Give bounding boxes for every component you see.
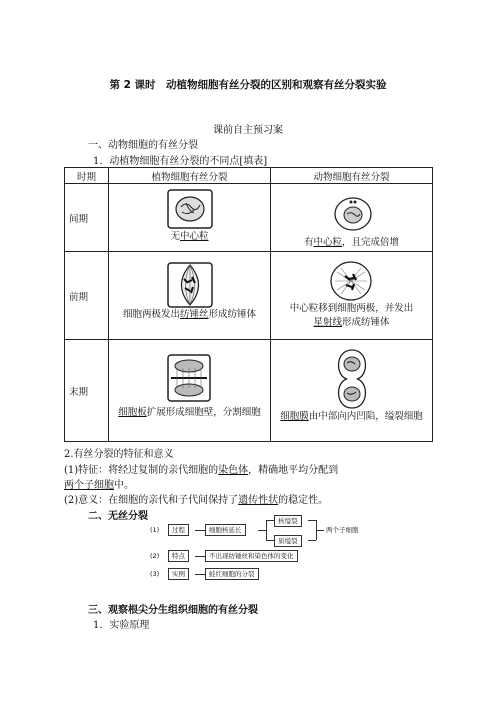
feature-text-c: 中。 <box>114 480 134 491</box>
plant-interphase-answer: 中心粒 <box>180 231 209 242</box>
animal-prophase-answer: 星射线 <box>313 317 342 328</box>
diagram-result: 两个子细胞 <box>326 526 359 534</box>
header-period: 时期 <box>65 168 109 184</box>
plant-prophase-text-a: 细胞两极发出 <box>122 309 180 320</box>
animal-interphase-answer: 中心粒 <box>313 237 342 248</box>
diagram-box-feature-text: 不出现纺锤丝和染色体的变化 <box>205 550 298 562</box>
page-title: 第 2 课时 动植物细胞有丝分裂的区别和观察有丝分裂实验 <box>109 79 387 91</box>
diagram-connector <box>266 520 267 540</box>
diagram-box-cytoplasm-division: 质缢裂 <box>274 535 302 547</box>
animal-interphase-cell-illustration <box>333 196 373 232</box>
feature-text-b: ，精确地平均分配到 <box>248 465 339 476</box>
diagram-num-3: (3) <box>150 570 160 578</box>
page-subtitle: 课前自主预习案 <box>213 125 283 136</box>
diagram-box-feature: 特点 <box>168 550 189 562</box>
plant-telophase-answer: 细胞板 <box>118 407 147 418</box>
amitosis-diagram <box>150 515 440 585</box>
header-plant: 植物细胞有丝分裂 <box>109 168 271 184</box>
cell-animal-prophase <box>271 252 433 340</box>
feature-text-a: (1)特征：将经过复制的亲代细胞的 <box>64 465 219 476</box>
diagram-connector <box>266 540 274 541</box>
animal-prophase-text-b: 形成纺锤体 <box>342 317 390 328</box>
meaning-text-a: (2)意义：在细胞的亲代和子代间保持了 <box>64 495 239 506</box>
plant-prophase-text-b: 形成纺锤体 <box>208 309 257 320</box>
feature-answer-1: 染色体 <box>218 465 249 476</box>
diagram-box-nuclear-division: 核缢裂 <box>274 515 302 527</box>
meaning-answer: 遗传性状 <box>238 495 279 506</box>
feature-answer-2: 两个子细胞 <box>64 480 114 491</box>
meaning-line <box>64 491 328 506</box>
animal-prophase-cell-illustration <box>329 260 373 302</box>
cell-plant-prophase <box>109 252 271 340</box>
diagram-connector <box>308 520 316 521</box>
plant-prophase-answer: 纺锤丝 <box>179 309 209 320</box>
diagram-connector <box>266 520 274 521</box>
section-heading-3: 三、观察根尖分生组织细胞的有丝分裂 <box>88 605 258 616</box>
diagram-connector <box>195 574 205 575</box>
animal-telophase-cell-illustration <box>335 348 369 410</box>
item-heading-3: 1．实验原理 <box>93 620 150 631</box>
diagram-box-example: 实例 <box>168 568 189 580</box>
plant-interphase-text-a: 无 <box>170 231 180 242</box>
section-heading-2: 二、无丝分裂 <box>88 511 148 522</box>
period-interphase: 间期 <box>65 184 109 252</box>
animal-prophase-text-pre: 中心粒移到细胞两极，并发出 <box>289 303 414 314</box>
animal-telophase-text-b: 由中部向内凹陷，缢裂细胞 <box>308 411 423 422</box>
plant-telophase-text-b: 扩展形成细胞壁，分割细胞 <box>146 407 261 418</box>
comparison-table <box>64 167 433 442</box>
cell-plant-interphase <box>109 184 271 252</box>
period-telophase: 末期 <box>65 340 109 442</box>
diagram-box-process: 过程 <box>168 524 189 536</box>
section-heading-1: 一、动物细胞的有丝分裂 <box>88 140 198 151</box>
diagram-box-example-text: 蛙红细胞的分裂 <box>205 568 259 580</box>
plant-telophase-cell-illustration <box>167 354 211 402</box>
item-heading-1: 1．动植物细胞有丝分裂的不同点[填表] <box>93 156 268 167</box>
cell-animal-telophase <box>271 340 433 442</box>
diagram-connector <box>195 556 205 557</box>
cell-plant-telophase <box>109 340 271 442</box>
animal-interphase-text-b: ，且完成倍增 <box>342 237 400 248</box>
cell-animal-interphase <box>271 184 433 252</box>
diagram-num-2: (2) <box>150 552 160 560</box>
period-prophase: 前期 <box>65 252 109 340</box>
item-heading-2: 2.有丝分裂的特征和意义 <box>64 449 174 460</box>
header-animal: 动物细胞有丝分裂 <box>271 168 433 184</box>
feature-line-1 <box>64 461 338 476</box>
plant-interphase-cell-illustration <box>167 189 213 229</box>
meaning-text-b: 的稳定性。 <box>278 495 329 506</box>
diagram-arrow-line <box>316 530 324 531</box>
feature-line-2 <box>64 476 134 491</box>
animal-interphase-text-a: 有 <box>303 237 314 248</box>
diagram-connector <box>258 530 266 531</box>
animal-telophase-answer: 细胞膜 <box>280 411 309 422</box>
plant-prophase-cell-illustration <box>167 262 213 308</box>
diagram-connector <box>308 540 316 541</box>
diagram-connector <box>195 530 205 531</box>
diagram-num-1: (1) <box>150 526 160 534</box>
diagram-box-nucleus-elongate: 细胞核延长 <box>205 524 246 536</box>
